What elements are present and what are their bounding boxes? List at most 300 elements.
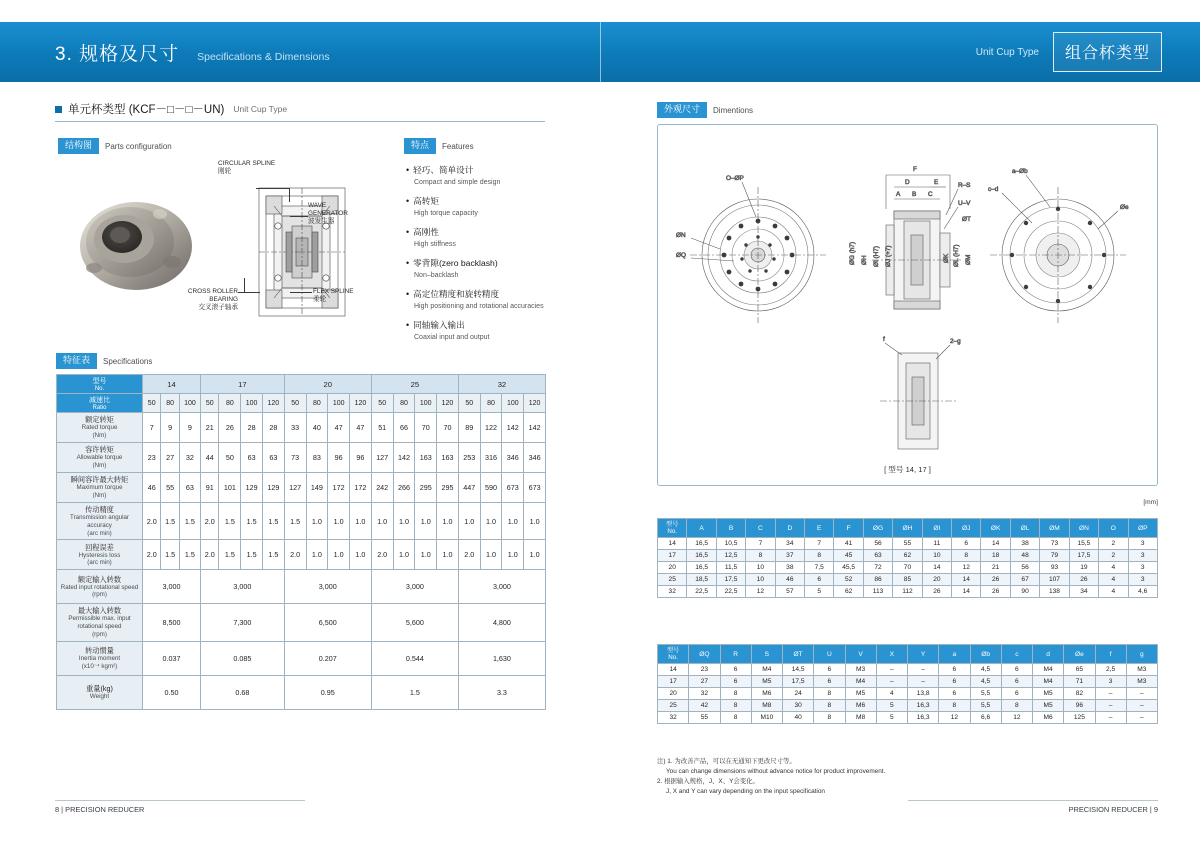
dim-cell: 3 (1128, 562, 1158, 574)
feature-item: • 高转矩 High torque capacity (406, 191, 596, 218)
svg-text:B: B (912, 191, 917, 198)
dim-cell: 112 (893, 586, 922, 598)
header-unit-label: Unit Cup Type (975, 46, 1039, 58)
leader-line (238, 292, 260, 293)
svg-text:C: C (928, 191, 933, 198)
spec-row-header: 瞬间容许最大转矩 Maximum torque (Nm) (57, 473, 143, 503)
dim-cell: 34 (775, 538, 804, 550)
parts-configuration-figure (58, 160, 393, 345)
dim-cell: 22,5 (687, 586, 716, 598)
header-divider (600, 22, 601, 82)
dim-cell: 4 (1099, 562, 1128, 574)
svg-text:ØT: ØT (962, 216, 971, 223)
spec-value-cell: 346 (502, 443, 524, 473)
dim-cell: 17,5 (783, 676, 814, 688)
dim-cell: 10 (746, 574, 775, 586)
dim-cell: 11,5 (716, 562, 745, 574)
svg-text:ØJ (+7): ØJ (+7) (885, 245, 892, 267)
spec-row-header: 最大输入转数 Permissible max. input rotational speed (rpm) (57, 604, 143, 641)
spec-value-cell: 1.0 (306, 503, 328, 540)
bullet-square-icon (55, 106, 62, 113)
svg-text:ØI (H7): ØI (H7) (873, 246, 880, 267)
dim-row (658, 538, 1158, 550)
spec-value-cell: 673 (524, 473, 546, 503)
dim-row (658, 700, 1158, 712)
dim-cell: 6 (720, 664, 751, 676)
dim-cell: 25 (658, 574, 687, 586)
leader-line (289, 188, 290, 202)
spec-value-cell: 1.5 (161, 540, 179, 570)
spec-ratio-cell: 80 (480, 394, 502, 413)
spec-row-header: 重量(kg) Weight (57, 675, 143, 709)
dim-cell: 12 (952, 562, 981, 574)
dim-cell: 56 (1010, 562, 1039, 574)
dim-cell: M8 (845, 712, 876, 724)
leader-line (256, 188, 290, 189)
dim-header-cell: A (687, 519, 716, 538)
spec-value-cell: 2.0 (201, 503, 219, 540)
dim-cell: 107 (1040, 574, 1069, 586)
dim-cell: 38 (775, 562, 804, 574)
spec-value-cell: 0.95 (284, 675, 371, 709)
header-right (600, 32, 1200, 72)
dim-cell: 17 (658, 676, 689, 688)
spec-value-cell: 142 (524, 413, 546, 443)
spec-value-cell: 163 (415, 443, 437, 473)
parts-tag-en: Parts configuration (105, 141, 172, 151)
dimensions-tag-en: Dimentions (713, 105, 754, 115)
dim-cell: 16,5 (687, 562, 716, 574)
spec-value-cell: 3.3 (458, 675, 545, 709)
dim-cell: 2 (1099, 550, 1128, 562)
spec-value-cell: 0.085 (201, 641, 285, 675)
spec-model-cell: 17 (201, 375, 285, 394)
spec-value-cell: 1.5 (262, 540, 284, 570)
dim-cell: 2,5 (1095, 664, 1126, 676)
note-line: J, X and Y can vary depending on the input specification (666, 787, 825, 795)
spec-row-header: 额定转矩 Rated torque (Nm) (57, 413, 143, 443)
dim-cell: 17,5 (1069, 550, 1098, 562)
spec-value-cell: 590 (480, 473, 502, 503)
dim-cell: 19 (1069, 562, 1098, 574)
dim-cell: 8 (814, 700, 845, 712)
dim-cell: 65 (1064, 664, 1095, 676)
spec-value-cell: 3,000 (143, 570, 201, 604)
dim-cell: 6,6 (970, 712, 1001, 724)
section-title (55, 101, 545, 122)
spec-value-cell: 63 (262, 443, 284, 473)
spec-value-cell: 70 (437, 413, 459, 443)
features-tag: 特点 (404, 138, 436, 154)
spec-value-cell: 1.0 (393, 540, 415, 570)
dim-cell: 25 (658, 700, 689, 712)
dim-header-model: 型号 No. (658, 645, 689, 664)
spec-value-cell: 1.5 (179, 540, 200, 570)
dim-cell: – (1095, 712, 1126, 724)
spec-value-cell: 129 (241, 473, 263, 503)
spec-ratio-cell: 80 (393, 394, 415, 413)
spec-value-cell: 253 (458, 443, 480, 473)
reducer-photo (64, 184, 204, 304)
dim-cell: 38 (1010, 538, 1039, 550)
spec-value-cell: 6,500 (284, 604, 371, 641)
spec-row (57, 413, 546, 443)
spec-row-header: 容许转矩 Allowable torque (Nm) (57, 443, 143, 473)
footer-left: 8 | PRECISION REDUCER (55, 800, 305, 814)
svg-text:F: F (913, 166, 917, 173)
dim-cell: 6 (814, 676, 845, 688)
feature-item: • 同轴输入输出 Coaxial input and output (406, 315, 596, 342)
dim-cell: 32 (658, 586, 687, 598)
spec-value-cell: 28 (262, 413, 284, 443)
dim-row (658, 712, 1158, 724)
spec-value-cell: 163 (437, 443, 459, 473)
dimension-drawing (658, 125, 1159, 487)
svg-text:c–d: c–d (988, 186, 999, 193)
spec-value-cell: 1.5 (262, 503, 284, 540)
svg-text:A: A (896, 191, 901, 198)
spec-value-cell: 3,000 (371, 570, 458, 604)
leader-line (290, 292, 312, 293)
dim-cell: 57 (775, 586, 804, 598)
dim-cell: 82 (1064, 688, 1095, 700)
spec-ratio-header: 减速比 Ratio (57, 394, 143, 413)
spec-value-cell: 1,630 (458, 641, 545, 675)
spec-row-header: 传动精度 Transmission angular accuracy (arc min) (57, 503, 143, 540)
svg-text:R–S: R–S (958, 182, 971, 189)
dim-cell: 12 (746, 586, 775, 598)
dim-cell: 73 (1040, 538, 1069, 550)
svg-text:ØL (H7): ØL (H7) (953, 244, 960, 267)
spec-value-cell: 55 (161, 473, 179, 503)
notes-block (657, 757, 1087, 797)
spec-row-merged (57, 570, 546, 604)
svg-text:ØM: ØM (965, 254, 972, 265)
spec-ratio-cell: 100 (179, 394, 200, 413)
spec-value-cell: 142 (393, 443, 415, 473)
spec-value-cell: 127 (284, 473, 306, 503)
dim-cell: 3 (1128, 538, 1158, 550)
dim-cell: 16,3 (908, 700, 939, 712)
spec-row-merged (57, 641, 546, 675)
spec-value-cell: 96 (350, 443, 372, 473)
spec-row-merged (57, 604, 546, 641)
dim-header-cell: ØM (1040, 519, 1069, 538)
svg-text:ØN: ØN (676, 232, 686, 239)
header-left (0, 39, 600, 66)
spec-value-cell: 242 (371, 473, 393, 503)
dim-cell: 4,5 (970, 676, 1001, 688)
dim-cell: 8 (1001, 700, 1032, 712)
dim-header-cell: Y (908, 645, 939, 664)
drawing-caption: [ 型号 14, 17 ] (884, 465, 931, 474)
spec-value-cell: 91 (201, 473, 219, 503)
spec-ratio-cell: 50 (458, 394, 480, 413)
spec-value-cell: 46 (143, 473, 161, 503)
svg-text:f: f (883, 336, 885, 343)
spec-value-cell: 1.5 (219, 503, 241, 540)
dim-cell: 20 (658, 562, 687, 574)
spec-row-merged (57, 675, 546, 709)
spec-value-cell: 295 (437, 473, 459, 503)
dim-cell: 4,6 (1128, 586, 1158, 598)
page-title: 3. 规格及尺寸 (55, 43, 180, 65)
spec-value-cell: 0.037 (143, 641, 201, 675)
svg-text:ØG (h7): ØG (h7) (849, 241, 856, 265)
dim-cell: 17 (658, 550, 687, 562)
dim-cell: M3 (1126, 676, 1157, 688)
spec-value-cell: 1.0 (350, 503, 372, 540)
spec-ratio-cell: 50 (371, 394, 393, 413)
spec-value-cell: 101 (219, 473, 241, 503)
spec-value-cell: 50 (219, 443, 241, 473)
spec-value-cell: 1.5 (241, 503, 263, 540)
dim-cell: 71 (1064, 676, 1095, 688)
dim-cell: 41 (834, 538, 863, 550)
dim-cell: 70 (893, 562, 922, 574)
dim-cell: M8 (751, 700, 782, 712)
spec-model-header-row (57, 375, 546, 394)
dim-header-cell: R (720, 645, 751, 664)
dim-cell: 6 (939, 676, 970, 688)
dim-row (658, 664, 1158, 676)
spec-model-header: 型号 No. (57, 375, 143, 394)
dim-header-cell: X (876, 645, 907, 664)
spec-value-cell: 2.0 (143, 503, 161, 540)
dim-cell: 32 (689, 688, 720, 700)
svg-text:a–Øb: a–Øb (1012, 168, 1028, 175)
spec-ratio-cell: 80 (219, 394, 241, 413)
spec-model-cell: 32 (458, 375, 545, 394)
unit-note: [mm] (1143, 499, 1158, 506)
dim-cell: 12 (1001, 712, 1032, 724)
features-tag-en: Features (442, 141, 474, 151)
dim-cell: 40 (783, 712, 814, 724)
dim-header-cell: S (751, 645, 782, 664)
dim-cell: 2 (1099, 538, 1128, 550)
spec-value-cell: 1.0 (328, 540, 350, 570)
features-list (406, 160, 596, 347)
dim-cell: 4 (1099, 586, 1128, 598)
spec-value-cell: 1.0 (415, 540, 437, 570)
spec-ratio-cell: 50 (284, 394, 306, 413)
spec-value-cell: 26 (219, 413, 241, 443)
dim-cell: 8 (720, 688, 751, 700)
spec-model-cell: 14 (143, 375, 201, 394)
dim-cell: 16,3 (908, 712, 939, 724)
spec-value-cell: 23 (143, 443, 161, 473)
dim-cell: M10 (751, 712, 782, 724)
spec-tag-en: Specifications (103, 356, 153, 366)
dim-cell: – (1095, 700, 1126, 712)
dim-header-cell: a (939, 645, 970, 664)
dim-cell: 26 (922, 586, 951, 598)
spec-value-cell: 70 (415, 413, 437, 443)
dim-cell: 4,5 (970, 664, 1001, 676)
dimensions-tag: 外观尺寸 (657, 102, 707, 118)
dim-cell: 15,5 (1069, 538, 1098, 550)
dim-row (658, 562, 1158, 574)
spec-value-cell: 63 (241, 443, 263, 473)
dim-cell: M3 (845, 664, 876, 676)
dim-cell: 46 (775, 574, 804, 586)
dim-cell: 8 (720, 712, 751, 724)
spec-value-cell: 2.0 (201, 540, 219, 570)
spec-value-cell: 1.0 (524, 503, 546, 540)
svg-text:E: E (934, 179, 939, 186)
spec-value-cell: 96 (328, 443, 350, 473)
spec-ratio-cell: 80 (161, 394, 179, 413)
spec-value-cell: 7,300 (201, 604, 285, 641)
dim-header-cell: O (1099, 519, 1128, 538)
dim-header-row (658, 645, 1158, 664)
spec-value-cell: 83 (306, 443, 328, 473)
dim-cell: – (1126, 688, 1157, 700)
dim-row (658, 574, 1158, 586)
spec-ratio-cell: 100 (241, 394, 263, 413)
spec-value-cell: 1.0 (524, 540, 546, 570)
feature-item: • 零背隙(zero backlash) Non–backlash (406, 253, 596, 280)
dim-cell: 72 (863, 562, 892, 574)
spec-value-cell: 63 (179, 473, 200, 503)
dim-cell: 113 (863, 586, 892, 598)
leader-line (290, 216, 308, 217)
svg-text:ØQ: ØQ (676, 252, 686, 259)
spec-row (57, 443, 546, 473)
dim-cell: 8 (814, 712, 845, 724)
spec-value-cell: 1.0 (480, 503, 502, 540)
dimension-table-2 (657, 644, 1158, 724)
page-title-en: Specifications & Dimensions (197, 50, 330, 63)
dim-cell: 55 (893, 538, 922, 550)
dim-cell: 6 (814, 664, 845, 676)
note-line: You can change dimensions without advance notice for product improvement. (666, 767, 886, 775)
spec-value-cell: 2.0 (143, 540, 161, 570)
dim-cell: 6 (1001, 676, 1032, 688)
dim-cell: 20 (658, 688, 689, 700)
reducer-cross-section-drawing (226, 166, 386, 341)
spec-value-cell: 1.0 (458, 503, 480, 540)
spec-row (57, 540, 546, 570)
dim-cell: 4 (1099, 574, 1128, 586)
spec-value-cell: 172 (328, 473, 350, 503)
dim-cell: 10 (746, 562, 775, 574)
dim-cell: 10 (922, 550, 951, 562)
dim-header-cell: Øe (1064, 645, 1095, 664)
dim-cell: – (1126, 712, 1157, 724)
dim-cell: 6 (939, 688, 970, 700)
spec-value-cell: 142 (502, 413, 524, 443)
dim-cell: M5 (751, 676, 782, 688)
dim-cell: 138 (1040, 586, 1069, 598)
dim-cell: 4 (876, 688, 907, 700)
dim-header-cell: c (1001, 645, 1032, 664)
dim-cell: 5 (876, 700, 907, 712)
dimension-table-1 (657, 518, 1158, 598)
dim-cell: 30 (783, 700, 814, 712)
svg-text:ØH: ØH (861, 255, 868, 265)
dim-row (658, 550, 1158, 562)
spec-row (57, 473, 546, 503)
spec-value-cell: 316 (480, 443, 502, 473)
dim-cell: 125 (1064, 712, 1095, 724)
spec-model-cell: 20 (284, 375, 371, 394)
dim-cell: 18,5 (687, 574, 716, 586)
spec-value-cell: 3,000 (284, 570, 371, 604)
spec-value-cell: 1.0 (480, 540, 502, 570)
dim-cell: 37 (775, 550, 804, 562)
callout-flex-spline: FLEX SPLINE 柔轮 (313, 288, 354, 303)
dim-cell: 7,5 (805, 562, 834, 574)
dim-cell: 8 (746, 550, 775, 562)
spec-ratio-cell: 100 (415, 394, 437, 413)
dim-cell: 23 (689, 664, 720, 676)
dim-cell: 6 (720, 676, 751, 688)
dim-cell: 14,5 (783, 664, 814, 676)
spec-value-cell: 0.544 (371, 641, 458, 675)
dim-cell: 16,5 (687, 550, 716, 562)
dim-header-cell: ØQ (689, 645, 720, 664)
header-unit-box: 组合杯类型 (1053, 32, 1162, 72)
specifications-table (56, 374, 546, 710)
dim-cell: 6 (805, 574, 834, 586)
dim-cell: – (876, 664, 907, 676)
spec-ratio-cell: 120 (262, 394, 284, 413)
spec-value-cell: 73 (284, 443, 306, 473)
dim-header-cell: U (814, 645, 845, 664)
spec-ratio-cell: 50 (143, 394, 161, 413)
dim-cell: 22,5 (716, 586, 745, 598)
dim-cell: 79 (1040, 550, 1069, 562)
spec-value-cell: 1.0 (328, 503, 350, 540)
spec-value-cell: 1.5 (219, 540, 241, 570)
dim-cell: 17,5 (716, 574, 745, 586)
dim-cell: M6 (845, 700, 876, 712)
callout-circular-spline: CIRCULAR SPLINE 刚轮 (218, 160, 276, 175)
dim-cell: M5 (1033, 700, 1064, 712)
dim-header-cell: d (1033, 645, 1064, 664)
callout-wave-generator: WAVE GENERATOR 波发生器 (308, 202, 348, 225)
dimensions-label (657, 102, 753, 118)
spec-value-cell: 2.0 (458, 540, 480, 570)
dim-cell: 67 (1010, 574, 1039, 586)
spec-value-cell: 295 (415, 473, 437, 503)
dim-cell: 42 (689, 700, 720, 712)
spec-value-cell: 28 (241, 413, 263, 443)
dim-cell: 6 (1001, 664, 1032, 676)
spec-value-cell: 1.0 (371, 503, 393, 540)
dim-cell: M6 (1033, 712, 1064, 724)
dim-row (658, 586, 1158, 598)
dim-row (658, 676, 1158, 688)
spec-ratio-cell: 100 (328, 394, 350, 413)
spec-value-cell: 2.0 (284, 540, 306, 570)
spec-ratio-cell: 120 (524, 394, 546, 413)
dim-cell: 14 (922, 562, 951, 574)
dim-cell: 45,5 (834, 562, 863, 574)
dim-cell: 7 (805, 538, 834, 550)
feature-item: • 轻巧、简单设计 Compact and simple design (406, 160, 596, 187)
spec-value-cell: 1.0 (437, 540, 459, 570)
spec-value-cell: 346 (524, 443, 546, 473)
dim-cell: 27 (689, 676, 720, 688)
leader-line (244, 278, 245, 293)
specifications-label (56, 353, 152, 369)
dim-cell: 7 (746, 538, 775, 550)
spec-value-cell: 4,800 (458, 604, 545, 641)
spec-value-cell: 8,500 (143, 604, 201, 641)
feature-item: • 高定位精度和旋转精度 High positioning and rotational accuracies (406, 284, 596, 311)
